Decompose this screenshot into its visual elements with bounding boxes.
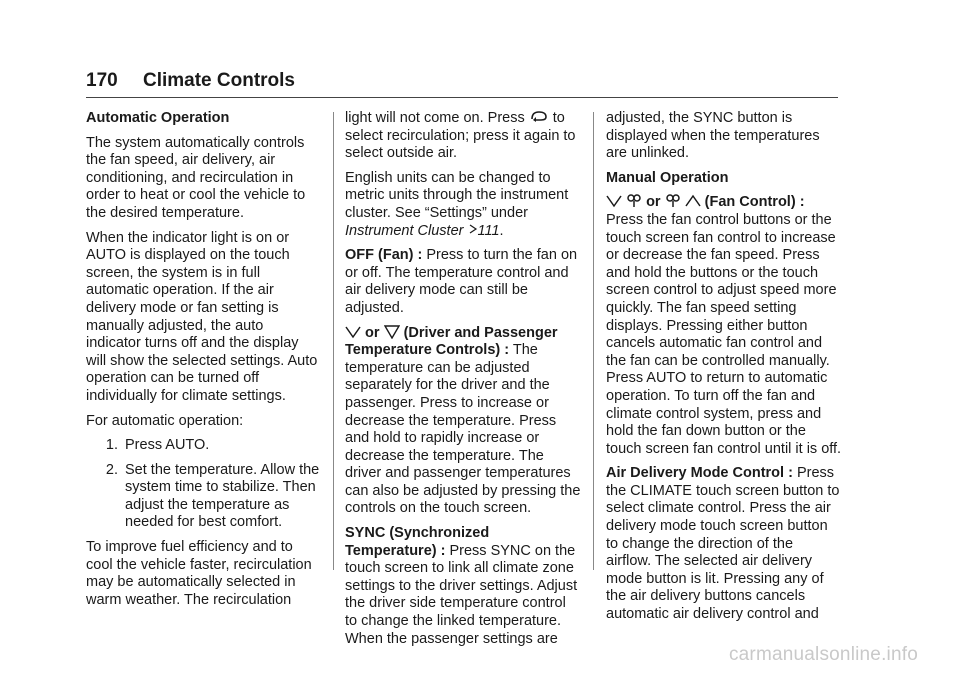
column-divider — [333, 112, 334, 570]
paragraph — [345, 247, 581, 317]
paragraph: English units can be changed to metric units through the instrument cluster. See “Settings” under Instrument Cluster 111. — [345, 169, 569, 239]
fan-down-icon — [606, 194, 622, 208]
page-reference[interactable]: 111 — [477, 222, 500, 239]
column-divider — [593, 112, 594, 570]
step-text: Press AUTO. — [125, 437, 210, 454]
fan-up-icon — [685, 194, 701, 208]
page-header — [86, 72, 295, 90]
paragraph — [606, 465, 842, 623]
text-run: or — [646, 194, 661, 211]
temp-down-icon — [384, 325, 400, 339]
off-fan-label: OFF (Fan) : — [345, 247, 423, 264]
fan-control-label: (Fan Control) : — [704, 194, 805, 211]
sync-label: SYNC (Synchronized Temperature) : — [345, 525, 490, 559]
air-delivery-label: Air Delivery Mode Control : — [606, 465, 793, 482]
temp-up-icon — [345, 325, 361, 339]
text-run: The temperature can be adjusted separately for the driver and the passenger. Press to increase or decrease the temperature. Press and hold to rapidly increase or decrease the temperature. The driver and passenger temperatures can also be adjusted by pressing the controls on the touch screen. — [345, 342, 581, 517]
step-number: 2. — [105, 461, 118, 478]
text-run: Press the CLIMATE touch screen button to select climate control. Press the air delivery mode touch screen button to change the direction of the airflow. The selected air delivery mode button is lit. Pressing any of the air delivery buttons cancels automatic air delivery control and — [606, 465, 840, 623]
paragraph: The system automatically controls the fan speed, air delivery, air conditioning, and recirculation in order to heat or cool the vehicle to the desired temperature. — [86, 134, 306, 221]
fan-icon — [626, 194, 642, 208]
paragraph: adjusted, the SYNC button is displayed when the temperatures are unlinked. — [606, 110, 820, 162]
text-run: Press the fan control buttons or the touch screen fan control to increase or decrease the fan speed. Press and hold the buttons or the touch screen control to adjust speed more quickly. The fan speed setting displays. Pressing either button cancels automatic fan control and the fan can be controlled manually. Press AUTO to return to automatic operation. To turn off the fan and climate control system, press and hold the fan down button or the touch screen fan control until it is off. — [606, 211, 842, 457]
page-number: 170 — [86, 70, 118, 91]
temperature-controls-label: (Driver and Passenger Temperature Controls) : — [345, 324, 558, 359]
text-run: Press to turn the fan on or off. The temperature control and air delivery mode can still be adjusted. — [345, 247, 578, 316]
column-2 — [345, 110, 581, 655]
paragraph — [345, 325, 581, 519]
list-item — [86, 437, 322, 455]
automatic-operation-heading: Automatic Operation — [86, 110, 230, 126]
paragraph — [345, 525, 581, 648]
paragraph: To improve fuel efficiency and to cool the vehicle faster, recirculation may be automatically selected in warm weather. The recirculation — [86, 539, 312, 608]
fan-icon — [665, 194, 681, 208]
text-run: English units can be changed to metric units through the instrument cluster. See “Settings” under — [345, 169, 569, 221]
paragraph: When the indicator light is on or AUTO is displayed on the touch screen, the system is in full automatic operation. If the air delivery mode or fan setting is manually adjusted, the auto indicator turns off and the display will show the selected settings. Auto operation can be turned off individually for climate settings. — [86, 229, 318, 404]
header-rule — [86, 97, 838, 98]
watermark: carmanualsonline.info — [728, 644, 918, 665]
text-run: to select recirculation; press it again to select outside air. — [345, 110, 576, 162]
column-3 — [606, 110, 842, 631]
recirculation-icon — [529, 110, 549, 124]
paragraph — [345, 110, 581, 163]
step-text: Set the temperature. Allow the system time to stabilize. Then adjust the temperature as needed for best comfort. — [125, 461, 320, 531]
text-run: light will not come on. Press — [345, 110, 525, 126]
paragraph: For automatic operation: — [86, 412, 244, 429]
cross-reference[interactable]: Instrument Cluster — [345, 222, 464, 239]
column-1 — [86, 110, 322, 616]
list-item — [86, 462, 322, 532]
manual-operation-heading: Manual Operation — [606, 169, 729, 186]
page-ref-icon — [468, 223, 478, 237]
text-run: Press SYNC on the touch screen to link all climate zone settings to the driver settings. Adjust the driver side temperature control to change the linked temperature. When the passenger settings are — [345, 542, 578, 647]
step-number: 1. — [105, 437, 118, 454]
section-title: Climate Controls — [142, 70, 296, 91]
text-run: or — [365, 324, 380, 341]
paragraph — [606, 194, 842, 458]
